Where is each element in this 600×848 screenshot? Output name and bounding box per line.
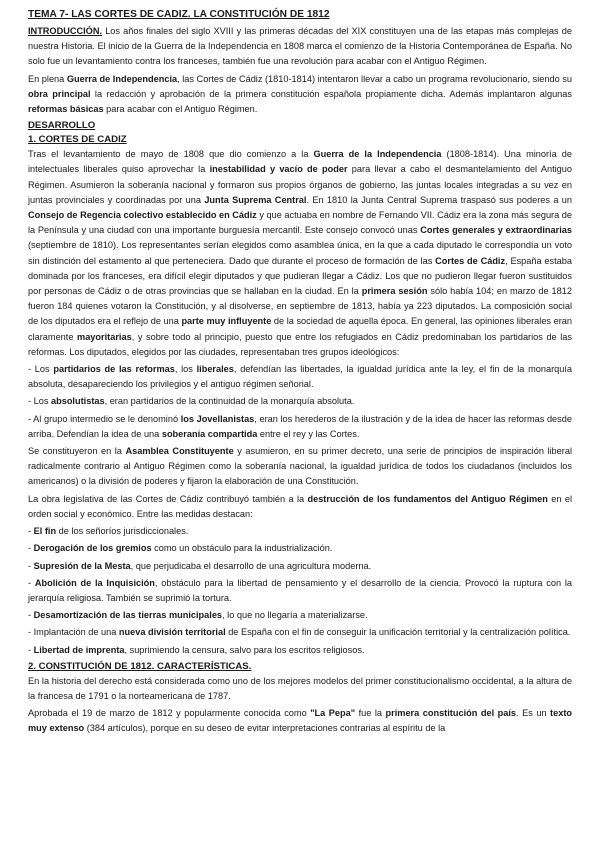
list-item-division-territorial: - Implantación de una nueva división territorial de España con el fin de conseguir la unificación territorial y la centralización política.: [28, 627, 571, 638]
paragraph-obra-legislativa: La obra legislativa de las Cortes de Cádiz contribuyó también a la destrucción de los fundamentos del Antiguo Régimen en el orden social y económico. Entre las medidas destacan:: [28, 493, 572, 519]
list-item-imprenta: - Libertad de imprenta, suprimiendo la censura, salvo para los escritos religiosos.: [28, 644, 365, 655]
list-item-absolutistas: - Los absolutistas, eran partidarios de la continuidad de la monarquía absoluta.: [28, 396, 355, 407]
list-item-mesta: - Supresión de la Mesta, que perjudicaba el desarrollo de una agricultura moderna.: [28, 560, 372, 571]
document-title: TEMA 7- LAS CORTES DE CADIZ. LA CONSTITUCIÓN DE 1812: [28, 9, 330, 20]
paragraph-la-pepa: Aprobada el 19 de marzo de 1812 y popularmente conocida como "La Pepa" fue la primera constitución del país. Es un texto muy extenso (384 artículos), porque en su deseo de evitar interpretaciones contrarias al espíritu de la: [28, 708, 572, 734]
paragraph-asamblea: Se constituyeron en la Asamblea Constituyente y asumieron, en su primer decreto, una serie de principios de inspiración liberal radicalmente contrario al Antiguo Régimen como la soberanía nacional, la igualdad jurídica de todos los ciudadanos (incluidos los americanos) o la división de poderes y fijaron la elaboración de una Constitución.: [28, 446, 572, 487]
list-item-senorios: - El fin de los señoríos jurisdiccionales.: [28, 526, 189, 537]
paragraph-guerra: En plena Guerra de Independencia, las Cortes de Cádiz (1810-1814) intentaron llevar a cabo un programa revolucionario, siendo su obra principal la redacción y aprobación de la primera constitución española propiamente dicha. Además implantaron algunas reformas básicas para acabar con el Antiguo Régimen.: [28, 73, 572, 115]
paragraph-cortes: Tras el levantamiento de mayo de 1808 que dio comienzo a la Guerra de la Independencia (1808-1814). Una minoría de intelectuales liberales quiso aprovechar la inestabilidad y vacío de poder para llevar a cabo el desmantelamiento del Antiguo Régimen. Asumieron la soberanía nacional y formaron sus propios órganos de gobierno, las juntas locales integradas a su vez en juntas provinciales y coordinadas por una Junta Suprema Central. En 1810 la Junta Central Suprema traspasó sus poderes a un Consejo de Regencia colectivo establecido en Cádiz y que actuaba en nombre de Fernando VII. Cádiz era la zona más segura de la Península y una ciudad con una importante burguesía mercantil. Este consejo convocó unas Cortes generales y extraordinarias (septiembre de 1810). Los representantes serían elegidos como asamblea única, en la que a cada diputado le correspondía un voto sin distinción del estamento al que perteneciera. Dado que durante el proceso de formación de las Cortes de Cádiz, España estaba dominada por los franceses, era difícil elegir diputados y que pudieran llegar a Cádiz. Los que no pudieron llegar fueron sustituidos por personas de Cádiz o de otras provincias que se hallaban en la ciudad. En la primera sesión sólo había 104; en marzo de 1812 fueron 184 quienes votaron la Constitución, y al disolverse, en septiembre de 1813, había ya 223 diputados. La composición social de los diputados era el reflejo de una parte muy influyente de la sociedad de aquella época. En general, las opiniones liberales eran claramente mayoritarias, y sobre todo al principio, puesto que entre los refugiados en Cádiz predominaban los partidarios de las reformas. Los diputados, elegidos por las ciudades, representaban tres grupos ideológicos:: [28, 149, 573, 357]
list-item-jovellanistas: - Al grupo intermedio se le denominó los Jovellanistas, eran los herederos de la ilustración y de la idea de hacer las reformas desde arriba. Defendían la idea de una soberanía compartida entre el rey y las Cortes.: [28, 413, 572, 439]
list-item-gremios: - Derogación de los gremios como un obstáculo para la industrialización.: [28, 543, 333, 554]
list-item-desamortizacion: - Desamortización de las tierras municipales, lo que no llegaría a materializarse.: [28, 610, 368, 621]
list-item-liberales: - Los partidarios de las reformas, los liberales, defendían las libertades, la igualdad jurídica ante la ley, el fin de la monarquía absoluta, desapareciendo los privilegios y el antiguo régimen señorial.: [28, 364, 573, 390]
heading-desarrollo: DESARROLLO: [28, 120, 96, 132]
heading-cortes-cadiz: 1. CORTES DE CADIZ: [28, 134, 127, 146]
intro-paragraph: INTRODUCCIÓN. Los años finales del siglo XVIII y las primeras décadas del XIX constituyen una de las etapas más complejas de nuestra Historia. El inicio de la Guerra de la Independencia en 1808 marca el comienzo de la Historia Contemporánea de España. No solo fue un levantamiento contra los franceses, también fue una revolución para acabar con el Antiguo Régimen.: [28, 26, 572, 67]
list-item-inquisicion: - Abolición de la Inquisición, obstáculo para la libertad de pensamiento y el desarrollo de la ciencia. Provocó la ruptura con la jerarquía religiosa. También se suprimió la tortura.: [28, 577, 572, 603]
intro-label: INTRODUCCIÓN.: [28, 26, 103, 36]
heading-constitucion: 2. CONSTITUCIÓN DE 1812. CARACTERÍSTICAS.: [28, 660, 252, 672]
paragraph-historia-derecho: En la historia del derecho está considerada como uno de los mejores modelos del primer constitucionalismo occidental, a la altura de la francesa de 1791 o la norteamericana de 1787.: [28, 675, 572, 701]
